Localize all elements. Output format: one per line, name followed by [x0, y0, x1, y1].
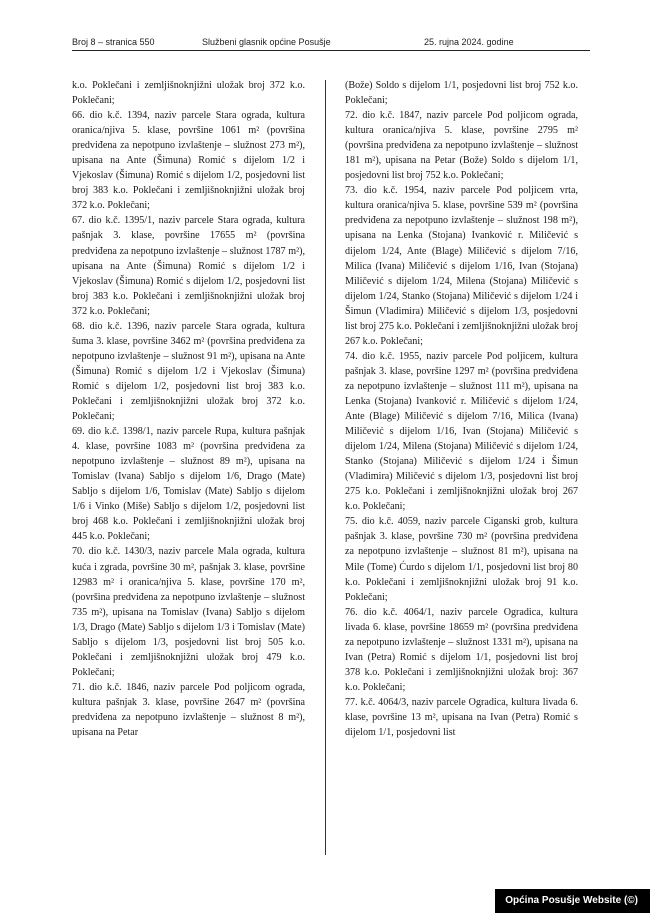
paragraph: 76. dio k.č. 4064/1, naziv parcele Ogradica, kultura livada 6. klase, površine 18659 m² (površina predviđena za nepotpuno izvlaštenje – služnost 1331 m²), upisana na Ivan (Petra) Romić s dijelom 1/1, posjedovni list broj 378 k.o. Poklečani i zemljišnoknjižni uložak broj: 367 k.o. Poklečani; [345, 606, 578, 693]
paragraph: 75. dio k.č. 4059, naziv parcele Ciganski grob, kultura pašnjak 3. klase, površine 730 m² (površina predviđena za nepotpuno izvlaštenje – služnost 81 m²), upisana na Mile (Tome) Ćurdo s dijelom 1/1, posjedovni list broj 80 k.o. Poklečani i zemljišnoknjižni uložak broj 91 k.o. Poklečani; [345, 516, 578, 603]
paragraph: 71. dio k.č. 1846, naziv parcele Pod poljicom ograda, kultura pašnjak 3. klase, površine 2647 m² (površina predviđena za nepotpuno izvlaštenje – služnost 8 m²), upisana na Petar [72, 681, 305, 739]
paragraph: 66. dio k.č. 1394, naziv parcele Stara ograda, kultura oranica/njiva 5. klase, površine 1061 m² (površina predviđena za nepotpuno izvlaštenje – služnost 273 m²), upisana na Ante (Šimuna) Romić s dijelom 1/2 i Vjekoslav (Šimuna) Romić s dijelom 1/2, posjedovni list broj 383 k.o. Poklečani i zemljišnoknjižni uložak broj 372 k.o. Poklečani; [72, 110, 305, 212]
paragraph: (Bože) Soldo s dijelom 1/1, posjedovni list broj 752 k.o. Poklečani; [345, 80, 578, 107]
publication-date: 25. rujna 2024. godine [424, 37, 514, 47]
paragraph: 69. dio k.č. 1398/1, naziv parcele Rupa, kultura pašnjak 4. klase, površine 1083 m² (površina predviđena za nepotpuno izvlaštenje – služnost 89 m²), upisana na Tomislav (Ivana) Sabljo s dijelom 1/6, Drago (Mate) Sabljo s dijelom 1/6, Tomislav (Mate) Sabljo s dijelom 1/6 i Vinko (Miše) Sabljo s dijelom 1/2, posjedovni list broj 468 k.o. Poklečani i zemljišnoknjižni uložak broj 445 k.o. Poklečani; [72, 426, 305, 543]
paragraph: k.o. Poklečani i zemljišnoknjižni uložak broj 372 k.o. Poklečani; [72, 80, 305, 107]
paragraph: 70. dio k.č. 1430/3, naziv parcele Mala ograda, kultura kuća i zgrada, površine 30 m², pašnjak 3. klase, površine 12983 m² i oranica/njiva 5. klase, površine 170 m², (površina predviđena za nepotpuno izvlaštenje – služnost 735 m²), upisana na Tomislav (Ivana) Sabljo s dijelom 1/3, Drago (Mate) Sabljo s dijelom 1/3 i Tomislav (Mate) Sabljo s dijelom 1/3, posjedovni list broj 505 k.o. Poklečani i zemljišnoknjižni uložak broj 479 k.o. Poklečani; [72, 546, 305, 678]
issue-number: Broj 8 – stranica 550 [72, 37, 155, 47]
right-column [345, 78, 578, 740]
paragraph: 74. dio k.č. 1955, naziv parcele Pod poljicem, kultura pašnjak 3. klase, površine 1297 m² (površina predviđena za nepotpuno izvlaštenje – služnost 111 m²), upisana na Lenka (Stojana) Ivanković r. Miličević s dijelom 1/24, Ante (Blage) Miličević s dijelom 7/16, Milica (Ivana) Miličević s dijelom 1/16, Ivan (Stojana) Miličević s dijelom 1/24, Milena (Stojana) Miličević s dijelom 1/24, Stanko (Stojana) Miličević s dijelom 1/24 i Šimun (Vladimira) Miličević s dijelom 1/3, posjedovni list broj 275 k.o. Poklečani i zemljišnoknjižni uložak broj 267 k.o. Poklečani; [345, 350, 578, 513]
publication-title: Službeni glasnik općine Posušje [202, 37, 331, 47]
paragraph: 77. k.č. 4064/3, naziv parcele Ogradica, kultura livada 6. klase, površine 13 m², upisana na Ivan (Petra) Romić s dijelom 1/1, posjedovni list [345, 696, 578, 739]
paragraph: 73. dio k.č. 1954, naziv parcele Pod poljicem vrta, kultura oranica/njiva 5. klase, površine 539 m² (površina predviđena za nepotpuno izvlaštenje – služnost 198 m²), upisana na Lenka (Stojana) Ivanković r. Miličević s dijelom 1/24, Ante (Blage) Miličević s dijelom 7/16, Milica (Ivana) Miličević s dijelom 1/16, Ivan (Stojana) Miličević s dijelom 1/24, Milena (Stojana) Miličević s dijelom 1/24, Stanko (Stojana) Miličević s dijelom 1/24 i Šimun (Vladimira) Miličević s dijelom 1/3, posjedovni list broj 275 k.o. Poklečani i zemljišnoknjižni uložak broj 267 k.o. Poklečani; [345, 185, 578, 347]
paragraph: 72. dio k.č. 1847, naziv parcele Pod poljicom ograda, kultura oranica/njiva 5. klase, površine 2795 m² (površina predviđena za nepotpuno izvlaštenje – služnost 181 m²), upisana na Petar (Bože) Soldo s dijelom 1/1, posjedovni list broj 752 k.o. Poklečani; [345, 110, 578, 182]
paragraph: 67. dio k.č. 1395/1, naziv parcele Stara ograda, kultura pašnjak 3. klase, površine 17655 m² (površina predviđena za nepotpuno izvlaštenje – služnost 1787 m²), upisana na Ante (Šimuna) Romić s dijelom 1/2 i Vjekoslav (Šimuna) Romić s dijelom 1/2, posjedovni list broj 383 k.o. Poklečani i zemljišnoknjižni uložak broj 372 k.o. Poklečani; [72, 215, 305, 317]
paragraph: 68. dio k.č. 1396, naziv parcele Stara ograda, kultura šuma 3. klase, površine 3462 m² (površina predviđena za nepotpuno izvlaštenje – služnost 91 m²), upisana na Ante (Šimuna) Romić s dijelom 1/2 i Vjekoslav (Šimuna) Romić s dijelom 1/2, posjedovni list broj 383 k.o. Poklečani i zemljišnoknjižni uložak broj 372 k.o. Poklečani; [72, 320, 305, 423]
column-divider [325, 80, 326, 855]
header-rule [72, 50, 590, 51]
website-watermark: Općina Posušje Website (©) [495, 889, 650, 913]
left-column [72, 78, 305, 740]
